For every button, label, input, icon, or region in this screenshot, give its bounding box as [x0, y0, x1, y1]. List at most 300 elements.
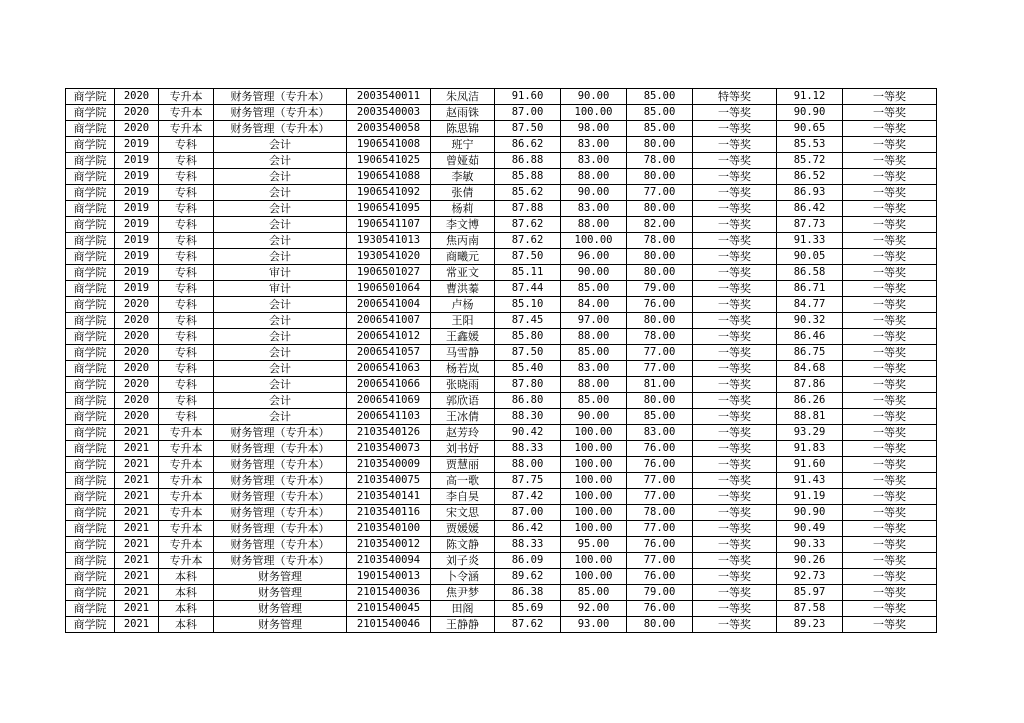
- cell-score-b: 93.00: [561, 617, 627, 633]
- cell-score-c: 77.00: [627, 185, 693, 201]
- cell-major: 财务管理: [214, 569, 347, 585]
- table-row: [66, 201, 937, 217]
- cell-award-b: 一等奖: [843, 249, 937, 265]
- cell-major: 会计: [214, 233, 347, 249]
- cell-student-id: 2006541066: [347, 377, 431, 393]
- cell-total: 91.33: [777, 233, 843, 249]
- cell-name: 曾娅茹: [431, 153, 495, 169]
- cell-total: 85.97: [777, 585, 843, 601]
- table-body: [66, 89, 937, 633]
- cell-level: 专升本: [159, 457, 214, 473]
- cell-score-b: 96.00: [561, 249, 627, 265]
- cell-score-c: 80.00: [627, 201, 693, 217]
- cell-award-b: 一等奖: [843, 409, 937, 425]
- cell-award-b: 一等奖: [843, 617, 937, 633]
- cell-score-b: 83.00: [561, 361, 627, 377]
- cell-college: 商学院: [66, 569, 115, 585]
- cell-year: 2021: [115, 521, 159, 537]
- cell-college: 商学院: [66, 313, 115, 329]
- cell-college: 商学院: [66, 329, 115, 345]
- cell-year: 2019: [115, 281, 159, 297]
- cell-major: 财务管理: [214, 585, 347, 601]
- cell-name: 王阳: [431, 313, 495, 329]
- cell-score-c: 77.00: [627, 345, 693, 361]
- cell-level: 专升本: [159, 473, 214, 489]
- cell-award-b: 一等奖: [843, 457, 937, 473]
- cell-college: 商学院: [66, 617, 115, 633]
- table-row: [66, 457, 937, 473]
- cell-student-id: 2103540012: [347, 537, 431, 553]
- cell-name: 李自昊: [431, 489, 495, 505]
- cell-major: 会计: [214, 377, 347, 393]
- cell-level: 专升本: [159, 521, 214, 537]
- table-row: [66, 313, 937, 329]
- cell-student-id: 2103540116: [347, 505, 431, 521]
- cell-major: 财务管理（专升本）: [214, 521, 347, 537]
- cell-year: 2020: [115, 105, 159, 121]
- cell-award-a: 一等奖: [693, 217, 777, 233]
- table-row: [66, 265, 937, 281]
- cell-award-a: 一等奖: [693, 105, 777, 121]
- cell-student-id: 2006541063: [347, 361, 431, 377]
- cell-year: 2019: [115, 153, 159, 169]
- cell-award-a: 一等奖: [693, 489, 777, 505]
- cell-award-a: 一等奖: [693, 121, 777, 137]
- cell-name: 郭欣语: [431, 393, 495, 409]
- cell-student-id: 1906541107: [347, 217, 431, 233]
- cell-college: 商学院: [66, 233, 115, 249]
- cell-score-c: 83.00: [627, 425, 693, 441]
- cell-level: 专升本: [159, 441, 214, 457]
- cell-college: 商学院: [66, 89, 115, 105]
- cell-score-a: 85.62: [495, 185, 561, 201]
- cell-student-id: 2006541103: [347, 409, 431, 425]
- cell-student-id: 2103540073: [347, 441, 431, 457]
- cell-college: 商学院: [66, 601, 115, 617]
- table-row: [66, 121, 937, 137]
- cell-score-b: 100.00: [561, 425, 627, 441]
- cell-college: 商学院: [66, 585, 115, 601]
- cell-year: 2020: [115, 393, 159, 409]
- cell-level: 专科: [159, 201, 214, 217]
- cell-year: 2021: [115, 489, 159, 505]
- cell-award-a: 一等奖: [693, 377, 777, 393]
- cell-name: 陈思锦: [431, 121, 495, 137]
- cell-major: 财务管理: [214, 617, 347, 633]
- cell-score-a: 85.69: [495, 601, 561, 617]
- cell-college: 商学院: [66, 425, 115, 441]
- cell-major: 会计: [214, 137, 347, 153]
- cell-major: 会计: [214, 169, 347, 185]
- cell-total: 84.68: [777, 361, 843, 377]
- cell-award-b: 一等奖: [843, 265, 937, 281]
- cell-year: 2021: [115, 425, 159, 441]
- cell-student-id: 1930541013: [347, 233, 431, 249]
- cell-college: 商学院: [66, 137, 115, 153]
- cell-college: 商学院: [66, 521, 115, 537]
- table-row: [66, 249, 937, 265]
- cell-award-a: 一等奖: [693, 601, 777, 617]
- table-row: [66, 489, 937, 505]
- cell-student-id: 2003540003: [347, 105, 431, 121]
- cell-award-a: 一等奖: [693, 137, 777, 153]
- cell-student-id: 1901540013: [347, 569, 431, 585]
- cell-award-a: 一等奖: [693, 233, 777, 249]
- cell-score-c: 80.00: [627, 169, 693, 185]
- cell-score-c: 80.00: [627, 617, 693, 633]
- cell-total: 86.93: [777, 185, 843, 201]
- cell-level: 专科: [159, 249, 214, 265]
- cell-student-id: 2101540036: [347, 585, 431, 601]
- cell-score-a: 87.88: [495, 201, 561, 217]
- table-row: [66, 521, 937, 537]
- cell-name: 商曦元: [431, 249, 495, 265]
- cell-major: 财务管理（专升本）: [214, 105, 347, 121]
- cell-score-a: 87.50: [495, 121, 561, 137]
- cell-student-id: 2103540094: [347, 553, 431, 569]
- cell-year: 2021: [115, 473, 159, 489]
- cell-award-b: 一等奖: [843, 297, 937, 313]
- table-row: [66, 153, 937, 169]
- cell-level: 本科: [159, 569, 214, 585]
- cell-total: 89.23: [777, 617, 843, 633]
- cell-year: 2020: [115, 361, 159, 377]
- cell-score-b: 98.00: [561, 121, 627, 137]
- cell-score-b: 90.00: [561, 185, 627, 201]
- cell-score-a: 85.10: [495, 297, 561, 313]
- cell-college: 商学院: [66, 265, 115, 281]
- cell-score-c: 76.00: [627, 441, 693, 457]
- cell-score-a: 87.50: [495, 249, 561, 265]
- cell-score-c: 77.00: [627, 521, 693, 537]
- cell-score-a: 91.60: [495, 89, 561, 105]
- cell-score-b: 92.00: [561, 601, 627, 617]
- cell-award-b: 一等奖: [843, 473, 937, 489]
- cell-major: 财务管理（专升本）: [214, 89, 347, 105]
- cell-award-a: 一等奖: [693, 201, 777, 217]
- table-row: [66, 409, 937, 425]
- cell-level: 本科: [159, 617, 214, 633]
- cell-score-c: 77.00: [627, 553, 693, 569]
- cell-score-c: 76.00: [627, 297, 693, 313]
- cell-level: 专科: [159, 153, 214, 169]
- cell-score-c: 78.00: [627, 505, 693, 521]
- cell-student-id: 1906541088: [347, 169, 431, 185]
- cell-year: 2021: [115, 505, 159, 521]
- cell-name: 贾慧丽: [431, 457, 495, 473]
- cell-award-a: 一等奖: [693, 281, 777, 297]
- cell-major: 财务管理（专升本）: [214, 121, 347, 137]
- table-row: [66, 505, 937, 521]
- cell-score-a: 87.00: [495, 505, 561, 521]
- cell-award-a: 一等奖: [693, 361, 777, 377]
- cell-score-b: 100.00: [561, 505, 627, 521]
- table-row: [66, 137, 937, 153]
- cell-name: 张倩: [431, 185, 495, 201]
- cell-total: 86.75: [777, 345, 843, 361]
- cell-score-b: 83.00: [561, 201, 627, 217]
- cell-score-b: 88.00: [561, 377, 627, 393]
- cell-award-a: 一等奖: [693, 425, 777, 441]
- cell-score-c: 76.00: [627, 569, 693, 585]
- cell-student-id: 2103540009: [347, 457, 431, 473]
- cell-college: 商学院: [66, 361, 115, 377]
- cell-total: 91.60: [777, 457, 843, 473]
- cell-major: 会计: [214, 201, 347, 217]
- table-row: [66, 585, 937, 601]
- table-row: [66, 329, 937, 345]
- cell-score-c: 80.00: [627, 249, 693, 265]
- cell-college: 商学院: [66, 121, 115, 137]
- cell-score-a: 87.62: [495, 617, 561, 633]
- cell-major: 会计: [214, 345, 347, 361]
- cell-student-id: 1906501027: [347, 265, 431, 281]
- cell-college: 商学院: [66, 409, 115, 425]
- cell-college: 商学院: [66, 393, 115, 409]
- cell-score-c: 85.00: [627, 409, 693, 425]
- cell-score-a: 88.33: [495, 537, 561, 553]
- cell-total: 90.90: [777, 105, 843, 121]
- cell-college: 商学院: [66, 281, 115, 297]
- cell-award-a: 一等奖: [693, 569, 777, 585]
- table-row: [66, 217, 937, 233]
- cell-score-a: 87.42: [495, 489, 561, 505]
- cell-level: 专升本: [159, 505, 214, 521]
- cell-score-c: 77.00: [627, 361, 693, 377]
- cell-level: 专升本: [159, 553, 214, 569]
- cell-award-b: 一等奖: [843, 569, 937, 585]
- cell-name: 朱凤洁: [431, 89, 495, 105]
- table-row: [66, 377, 937, 393]
- cell-total: 92.73: [777, 569, 843, 585]
- cell-total: 90.49: [777, 521, 843, 537]
- cell-award-b: 一等奖: [843, 585, 937, 601]
- cell-score-a: 87.50: [495, 345, 561, 361]
- table-row: [66, 553, 937, 569]
- cell-year: 2020: [115, 313, 159, 329]
- cell-score-b: 90.00: [561, 89, 627, 105]
- cell-level: 专升本: [159, 121, 214, 137]
- cell-college: 商学院: [66, 489, 115, 505]
- cell-score-a: 86.80: [495, 393, 561, 409]
- cell-level: 专升本: [159, 89, 214, 105]
- cell-score-c: 76.00: [627, 457, 693, 473]
- cell-award-a: 一等奖: [693, 521, 777, 537]
- cell-major: 审计: [214, 265, 347, 281]
- cell-score-b: 100.00: [561, 521, 627, 537]
- cell-name: 赵雨铢: [431, 105, 495, 121]
- cell-year: 2020: [115, 409, 159, 425]
- cell-score-b: 85.00: [561, 393, 627, 409]
- cell-major: 会计: [214, 217, 347, 233]
- table-row: [66, 393, 937, 409]
- cell-student-id: 2003540058: [347, 121, 431, 137]
- cell-total: 90.32: [777, 313, 843, 329]
- cell-score-c: 78.00: [627, 153, 693, 169]
- cell-award-a: 一等奖: [693, 457, 777, 473]
- cell-score-b: 100.00: [561, 233, 627, 249]
- table-row: [66, 441, 937, 457]
- table-row: [66, 569, 937, 585]
- cell-major: 会计: [214, 409, 347, 425]
- cell-award-b: 一等奖: [843, 393, 937, 409]
- cell-college: 商学院: [66, 185, 115, 201]
- cell-total: 85.53: [777, 137, 843, 153]
- cell-college: 商学院: [66, 297, 115, 313]
- cell-major: 财务管理（专升本）: [214, 473, 347, 489]
- cell-total: 86.42: [777, 201, 843, 217]
- cell-award-a: 一等奖: [693, 153, 777, 169]
- cell-award-b: 一等奖: [843, 553, 937, 569]
- cell-college: 商学院: [66, 249, 115, 265]
- cell-score-a: 87.00: [495, 105, 561, 121]
- cell-score-c: 76.00: [627, 601, 693, 617]
- cell-year: 2019: [115, 201, 159, 217]
- cell-award-a: 一等奖: [693, 585, 777, 601]
- cell-year: 2021: [115, 617, 159, 633]
- cell-student-id: 1906541025: [347, 153, 431, 169]
- cell-score-c: 77.00: [627, 489, 693, 505]
- cell-level: 专科: [159, 361, 214, 377]
- cell-year: 2019: [115, 249, 159, 265]
- cell-student-id: 2103540075: [347, 473, 431, 489]
- cell-award-a: 一等奖: [693, 249, 777, 265]
- cell-year: 2021: [115, 441, 159, 457]
- cell-student-id: 1930541020: [347, 249, 431, 265]
- cell-name: 曹洪蓁: [431, 281, 495, 297]
- cell-score-a: 86.09: [495, 553, 561, 569]
- cell-score-a: 86.42: [495, 521, 561, 537]
- cell-score-b: 85.00: [561, 281, 627, 297]
- cell-score-a: 90.42: [495, 425, 561, 441]
- cell-award-b: 一等奖: [843, 153, 937, 169]
- cell-year: 2019: [115, 185, 159, 201]
- table-row: [66, 617, 937, 633]
- cell-name: 杨莉: [431, 201, 495, 217]
- cell-name: 王鑫媛: [431, 329, 495, 345]
- cell-name: 田阁: [431, 601, 495, 617]
- cell-major: 财务管理（专升本）: [214, 441, 347, 457]
- cell-name: 焦尹梦: [431, 585, 495, 601]
- cell-award-b: 一等奖: [843, 185, 937, 201]
- cell-award-b: 一等奖: [843, 233, 937, 249]
- cell-score-b: 100.00: [561, 441, 627, 457]
- cell-level: 专科: [159, 265, 214, 281]
- cell-total: 91.12: [777, 89, 843, 105]
- cell-score-c: 79.00: [627, 281, 693, 297]
- cell-score-c: 79.00: [627, 585, 693, 601]
- cell-score-c: 78.00: [627, 233, 693, 249]
- cell-award-b: 一等奖: [843, 281, 937, 297]
- cell-score-a: 87.80: [495, 377, 561, 393]
- cell-award-b: 一等奖: [843, 361, 937, 377]
- cell-student-id: 1906541008: [347, 137, 431, 153]
- table-row: [66, 105, 937, 121]
- cell-college: 商学院: [66, 201, 115, 217]
- cell-student-id: 2103540126: [347, 425, 431, 441]
- cell-award-a: 一等奖: [693, 185, 777, 201]
- cell-total: 90.26: [777, 553, 843, 569]
- cell-score-c: 85.00: [627, 105, 693, 121]
- cell-total: 86.71: [777, 281, 843, 297]
- cell-score-c: 77.00: [627, 473, 693, 489]
- cell-award-b: 一等奖: [843, 521, 937, 537]
- cell-score-b: 100.00: [561, 489, 627, 505]
- cell-score-b: 88.00: [561, 217, 627, 233]
- cell-score-b: 83.00: [561, 137, 627, 153]
- cell-award-a: 一等奖: [693, 313, 777, 329]
- cell-award-a: 一等奖: [693, 265, 777, 281]
- cell-award-b: 一等奖: [843, 169, 937, 185]
- table-row: [66, 89, 937, 105]
- cell-student-id: 2006541004: [347, 297, 431, 313]
- cell-award-b: 一等奖: [843, 89, 937, 105]
- cell-year: 2021: [115, 553, 159, 569]
- cell-score-a: 87.62: [495, 217, 561, 233]
- cell-score-a: 87.75: [495, 473, 561, 489]
- cell-award-b: 一等奖: [843, 537, 937, 553]
- cell-award-b: 一等奖: [843, 201, 937, 217]
- cell-award-b: 一等奖: [843, 329, 937, 345]
- cell-college: 商学院: [66, 473, 115, 489]
- cell-award-b: 一等奖: [843, 313, 937, 329]
- cell-student-id: 2003540011: [347, 89, 431, 105]
- cell-college: 商学院: [66, 345, 115, 361]
- table-row: [66, 185, 937, 201]
- cell-year: 2021: [115, 585, 159, 601]
- cell-award-a: 特等奖: [693, 89, 777, 105]
- cell-student-id: 2006541007: [347, 313, 431, 329]
- cell-score-a: 85.88: [495, 169, 561, 185]
- cell-name: 卢杨: [431, 297, 495, 313]
- cell-score-a: 85.40: [495, 361, 561, 377]
- cell-name: 宋文思: [431, 505, 495, 521]
- cell-year: 2020: [115, 89, 159, 105]
- cell-total: 87.58: [777, 601, 843, 617]
- cell-major: 财务管理（专升本）: [214, 537, 347, 553]
- cell-name: 赵芳玲: [431, 425, 495, 441]
- cell-score-b: 100.00: [561, 105, 627, 121]
- cell-award-b: 一等奖: [843, 425, 937, 441]
- cell-score-b: 95.00: [561, 537, 627, 553]
- cell-college: 商学院: [66, 457, 115, 473]
- cell-score-c: 81.00: [627, 377, 693, 393]
- cell-score-c: 85.00: [627, 121, 693, 137]
- cell-total: 85.72: [777, 153, 843, 169]
- cell-award-b: 一等奖: [843, 377, 937, 393]
- cell-year: 2020: [115, 329, 159, 345]
- cell-score-b: 85.00: [561, 585, 627, 601]
- cell-award-a: 一等奖: [693, 329, 777, 345]
- cell-total: 86.58: [777, 265, 843, 281]
- cell-name: 王静静: [431, 617, 495, 633]
- cell-major: 审计: [214, 281, 347, 297]
- cell-award-a: 一等奖: [693, 297, 777, 313]
- cell-total: 87.86: [777, 377, 843, 393]
- cell-score-c: 85.00: [627, 89, 693, 105]
- table-row: [66, 281, 937, 297]
- cell-college: 商学院: [66, 105, 115, 121]
- cell-college: 商学院: [66, 217, 115, 233]
- cell-student-id: 1906541092: [347, 185, 431, 201]
- cell-award-a: 一等奖: [693, 473, 777, 489]
- cell-year: 2019: [115, 233, 159, 249]
- cell-name: 高一歌: [431, 473, 495, 489]
- cell-award-a: 一等奖: [693, 553, 777, 569]
- cell-name: 张晓雨: [431, 377, 495, 393]
- cell-year: 2019: [115, 265, 159, 281]
- cell-name: 杨若岚: [431, 361, 495, 377]
